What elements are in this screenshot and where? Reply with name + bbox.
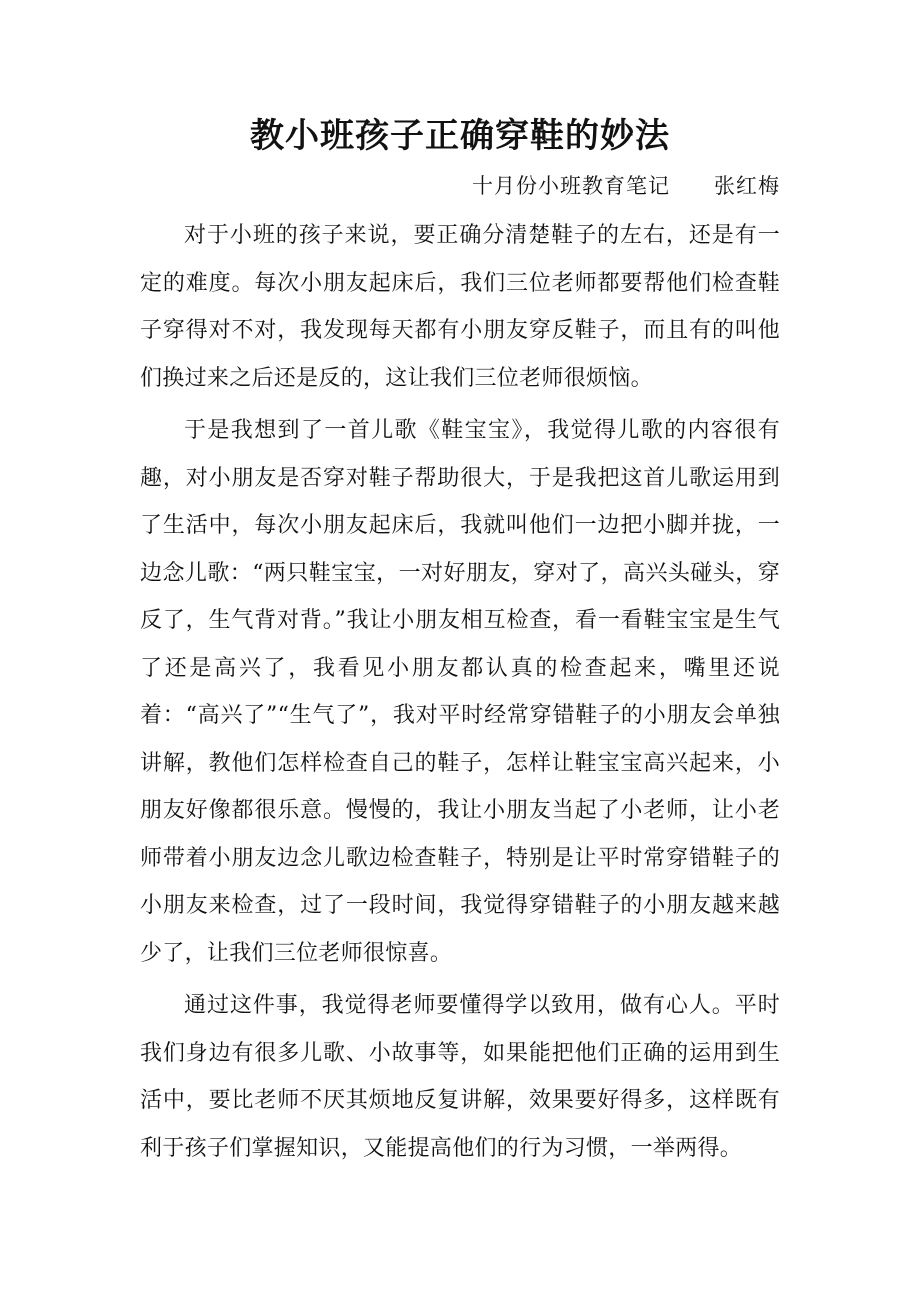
paragraph-3: 通过这件事，我觉得老师要懂得学以致用，做有心人。平时我们身边有很多儿歌、小故事等，如果能把他们正确的运用到生活中，要比老师不厌其烦地反复讲解，效果要好得多，这样既有利于孩子们掌握知识，又能提高他们的行为习惯，一举两得。 bbox=[140, 993, 780, 1161]
document-title: 教小班孩子正确穿鞋的妙法 bbox=[250, 116, 670, 156]
document-byline: 十月份小班教育笔记 张红梅 bbox=[472, 174, 780, 198]
document-body bbox=[140, 212, 780, 1177]
paragraph-2: 于是我想到了一首儿歌《鞋宝宝》，我觉得儿歌的内容很有趣，对小朋友是否穿对鞋子帮助很大，于是我把这首儿歌运用到了生活中，每次小朋友起床后，我就叫他们一边把小脚并拢，一边念儿歌：“两只鞋宝宝，一对好朋友，穿对了，高兴头碰头，穿反了，生气背对背。”我让小朋友相互检查，看一看鞋宝宝是生气了还是高兴了，我看见小朋友都认真的检查起来，嘴里还说着：“高兴了”“生气了”，我对平时经常穿错鞋子的小朋友会单独讲解，教他们怎样检查自己的鞋子，怎样让鞋宝宝高兴起来，小朋友好像都很乐意。慢慢的，我让小朋友当起了小老师，让小老师带着小朋友边念儿歌边检查鞋子，特别是让平时常穿错鞋子的小朋友来检查，过了一段时间，我觉得穿错鞋子的小朋友越来越少了，让我们三位老师很惊喜。 bbox=[140, 418, 780, 966]
paragraph-1: 对于小班的孩子来说，要正确分清楚鞋子的左右，还是有一定的难度。每次小朋友起床后，我们三位老师都要帮他们检查鞋子穿得对不对，我发现每天都有小朋友穿反鞋子，而且有的叫他们换过来之后还是反的，这让我们三位老师很烦恼。 bbox=[140, 223, 780, 391]
